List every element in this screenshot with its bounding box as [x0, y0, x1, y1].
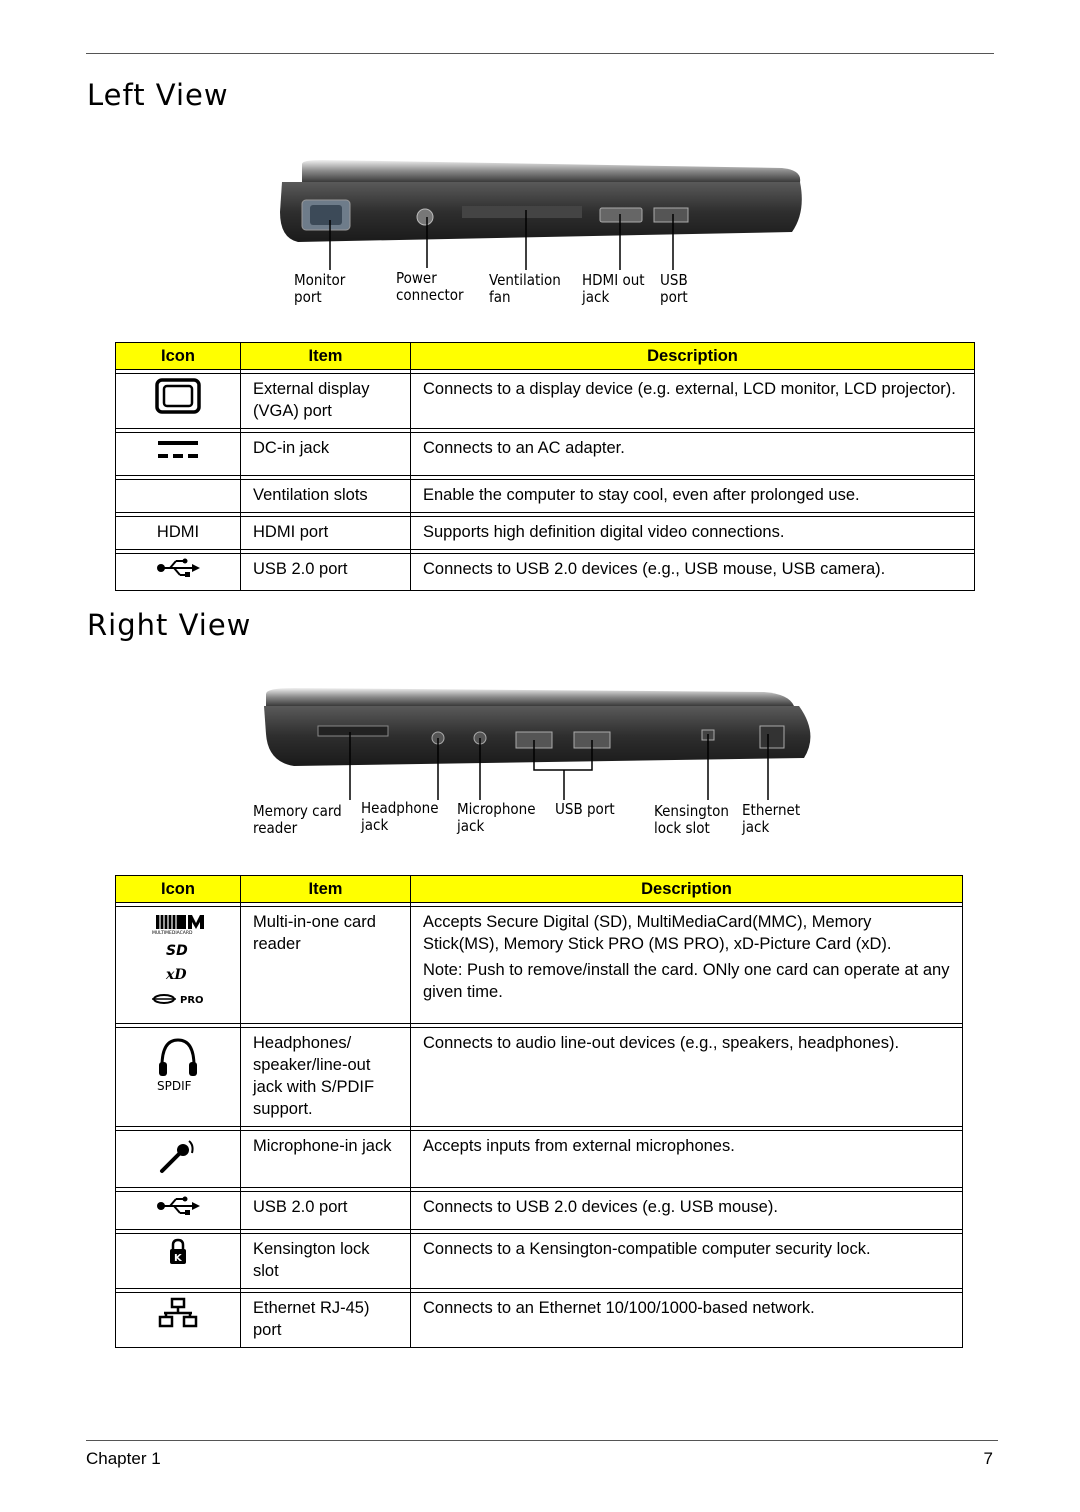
footer-page-number: 7	[983, 1449, 993, 1468]
callout-hdmi-l2: jack	[582, 288, 610, 306]
description-text: Connects to an Ethernet 10/100/1000-based network.	[411, 1293, 963, 1348]
headphones-icon	[154, 1032, 202, 1092]
callout-card-reader-l2: reader	[253, 819, 298, 837]
ethernet-icon	[158, 1297, 198, 1329]
right-view-heading: Right View	[87, 608, 252, 642]
table-row	[116, 907, 963, 1024]
callout-usb-port-l1: USB port	[555, 800, 615, 818]
xd-logo-icon: xD	[166, 967, 187, 983]
left-view-heading: Left View	[87, 78, 229, 112]
left-view-photo	[262, 142, 818, 310]
memory-stick-pro-icon	[152, 995, 204, 1006]
item-text: Microphone-in jack	[241, 1131, 411, 1188]
callout-monitor-port-l2: port	[294, 288, 322, 306]
hdmi-icon-text: HDMI	[156, 523, 200, 541]
description-text: Connects to a display device (e.g. external, LCD monitor, LCD projector).	[411, 374, 975, 429]
callout-vent-l2: fan	[489, 288, 511, 306]
description-text: Accepts inputs from external microphones.	[411, 1131, 963, 1188]
item-text: Ethernet RJ-45) port	[241, 1293, 411, 1348]
item-text: Ventilation slots	[241, 480, 411, 513]
description-text: Enable the computer to stay cool, even after prolonged use.	[411, 480, 975, 513]
table-row	[116, 554, 975, 591]
callout-hdmi-l1: HDMI out	[582, 271, 645, 289]
table-row	[116, 1234, 963, 1289]
callout-microphone-l1: Microphone	[457, 800, 536, 818]
table-row	[116, 1293, 963, 1348]
item-text: Headphones/ speaker/line-out jack with S/PDIF support.	[241, 1028, 411, 1127]
description-text: Supports high definition digital video connections.	[411, 517, 975, 550]
mmc-logo-icon	[152, 915, 204, 936]
col-header-description: Description	[411, 343, 975, 370]
callout-ethernet-l2: jack	[742, 818, 770, 836]
vga-icon	[155, 378, 201, 414]
col-header-item: Item	[241, 343, 411, 370]
item-text: USB 2.0 port	[241, 554, 411, 591]
table-row	[116, 374, 975, 429]
callout-power-l2: connector	[396, 286, 464, 304]
right-view-table	[115, 875, 963, 1348]
table-row	[116, 1192, 963, 1230]
description-text: Connects to USB 2.0 devices (e.g., USB mouse, USB camera).	[411, 554, 975, 591]
description-text: Accepts Secure Digital (SD), MultiMediaCard(MMC), Memory Stick(MS), Memory Stick PRO (MS PRO), xD-Picture Card (xD).	[423, 913, 892, 953]
callout-ethernet-l1: Ethernet	[742, 801, 801, 819]
card-reader-icons	[148, 911, 208, 1011]
header-rule	[86, 53, 994, 54]
footer-rule	[86, 1440, 998, 1441]
callout-microphone-l2: jack	[457, 817, 485, 835]
item-text: DC-in jack	[241, 433, 411, 476]
usb-icon	[156, 558, 200, 578]
note-text: Note: Push to remove/install the card. ONly one card can operate at any given time.	[423, 961, 950, 1001]
right-view-photo	[234, 674, 848, 842]
callout-kensington-l1: Kensington	[654, 802, 729, 820]
callout-usb-l2: port	[660, 288, 688, 306]
usb-icon	[156, 1196, 200, 1216]
svg-text:SPDIF: SPDIF	[157, 1079, 192, 1092]
description-text: Connects to an AC adapter.	[411, 433, 975, 476]
table-row	[116, 517, 975, 550]
callout-vent-l1: Ventilation	[489, 271, 561, 289]
description-text: Connects to audio line-out devices (e.g., speakers, headphones).	[411, 1028, 963, 1127]
item-text: USB 2.0 port	[241, 1192, 411, 1230]
item-text: External display (VGA) port	[241, 374, 411, 429]
item-text: HDMI port	[241, 517, 411, 550]
item-text: Multi-in-one card reader	[241, 907, 411, 1024]
sd-logo-icon: SD	[166, 943, 188, 959]
footer-chapter: Chapter 1	[86, 1449, 161, 1468]
table-row	[116, 480, 975, 513]
callout-monitor-port-l1: Monitor	[294, 271, 346, 289]
description-text: Connects to USB 2.0 devices (e.g. USB mouse).	[411, 1192, 963, 1230]
svg-text:K: K	[174, 1253, 182, 1264]
col-header-icon: Icon	[116, 343, 241, 370]
callout-kensington-l2: lock slot	[654, 819, 710, 837]
table-row	[116, 1028, 963, 1127]
microphone-icon	[158, 1135, 198, 1175]
callout-headphone-l2: jack	[361, 816, 389, 834]
svg-text:MULTIMEDIACARD: MULTIMEDIACARD	[152, 931, 193, 936]
kensington-lock-icon	[168, 1238, 188, 1266]
callout-usb-l1: USB	[660, 271, 688, 289]
col-header-item: Item	[241, 876, 411, 903]
description-text: Connects to a Kensington-compatible computer security lock.	[411, 1234, 963, 1289]
col-header-description: Description	[411, 876, 963, 903]
table-row	[116, 1131, 963, 1188]
callout-headphone-l1: Headphone	[361, 799, 439, 817]
col-header-icon: Icon	[116, 876, 241, 903]
callout-card-reader-l1: Memory card	[253, 802, 342, 820]
item-text: Kensington lock slot	[241, 1234, 411, 1289]
callout-power-l1: Power	[396, 269, 437, 287]
dc-in-icon	[156, 437, 200, 463]
svg-text:PRO: PRO	[180, 995, 204, 1006]
left-view-table	[115, 342, 975, 591]
table-row	[116, 433, 975, 476]
